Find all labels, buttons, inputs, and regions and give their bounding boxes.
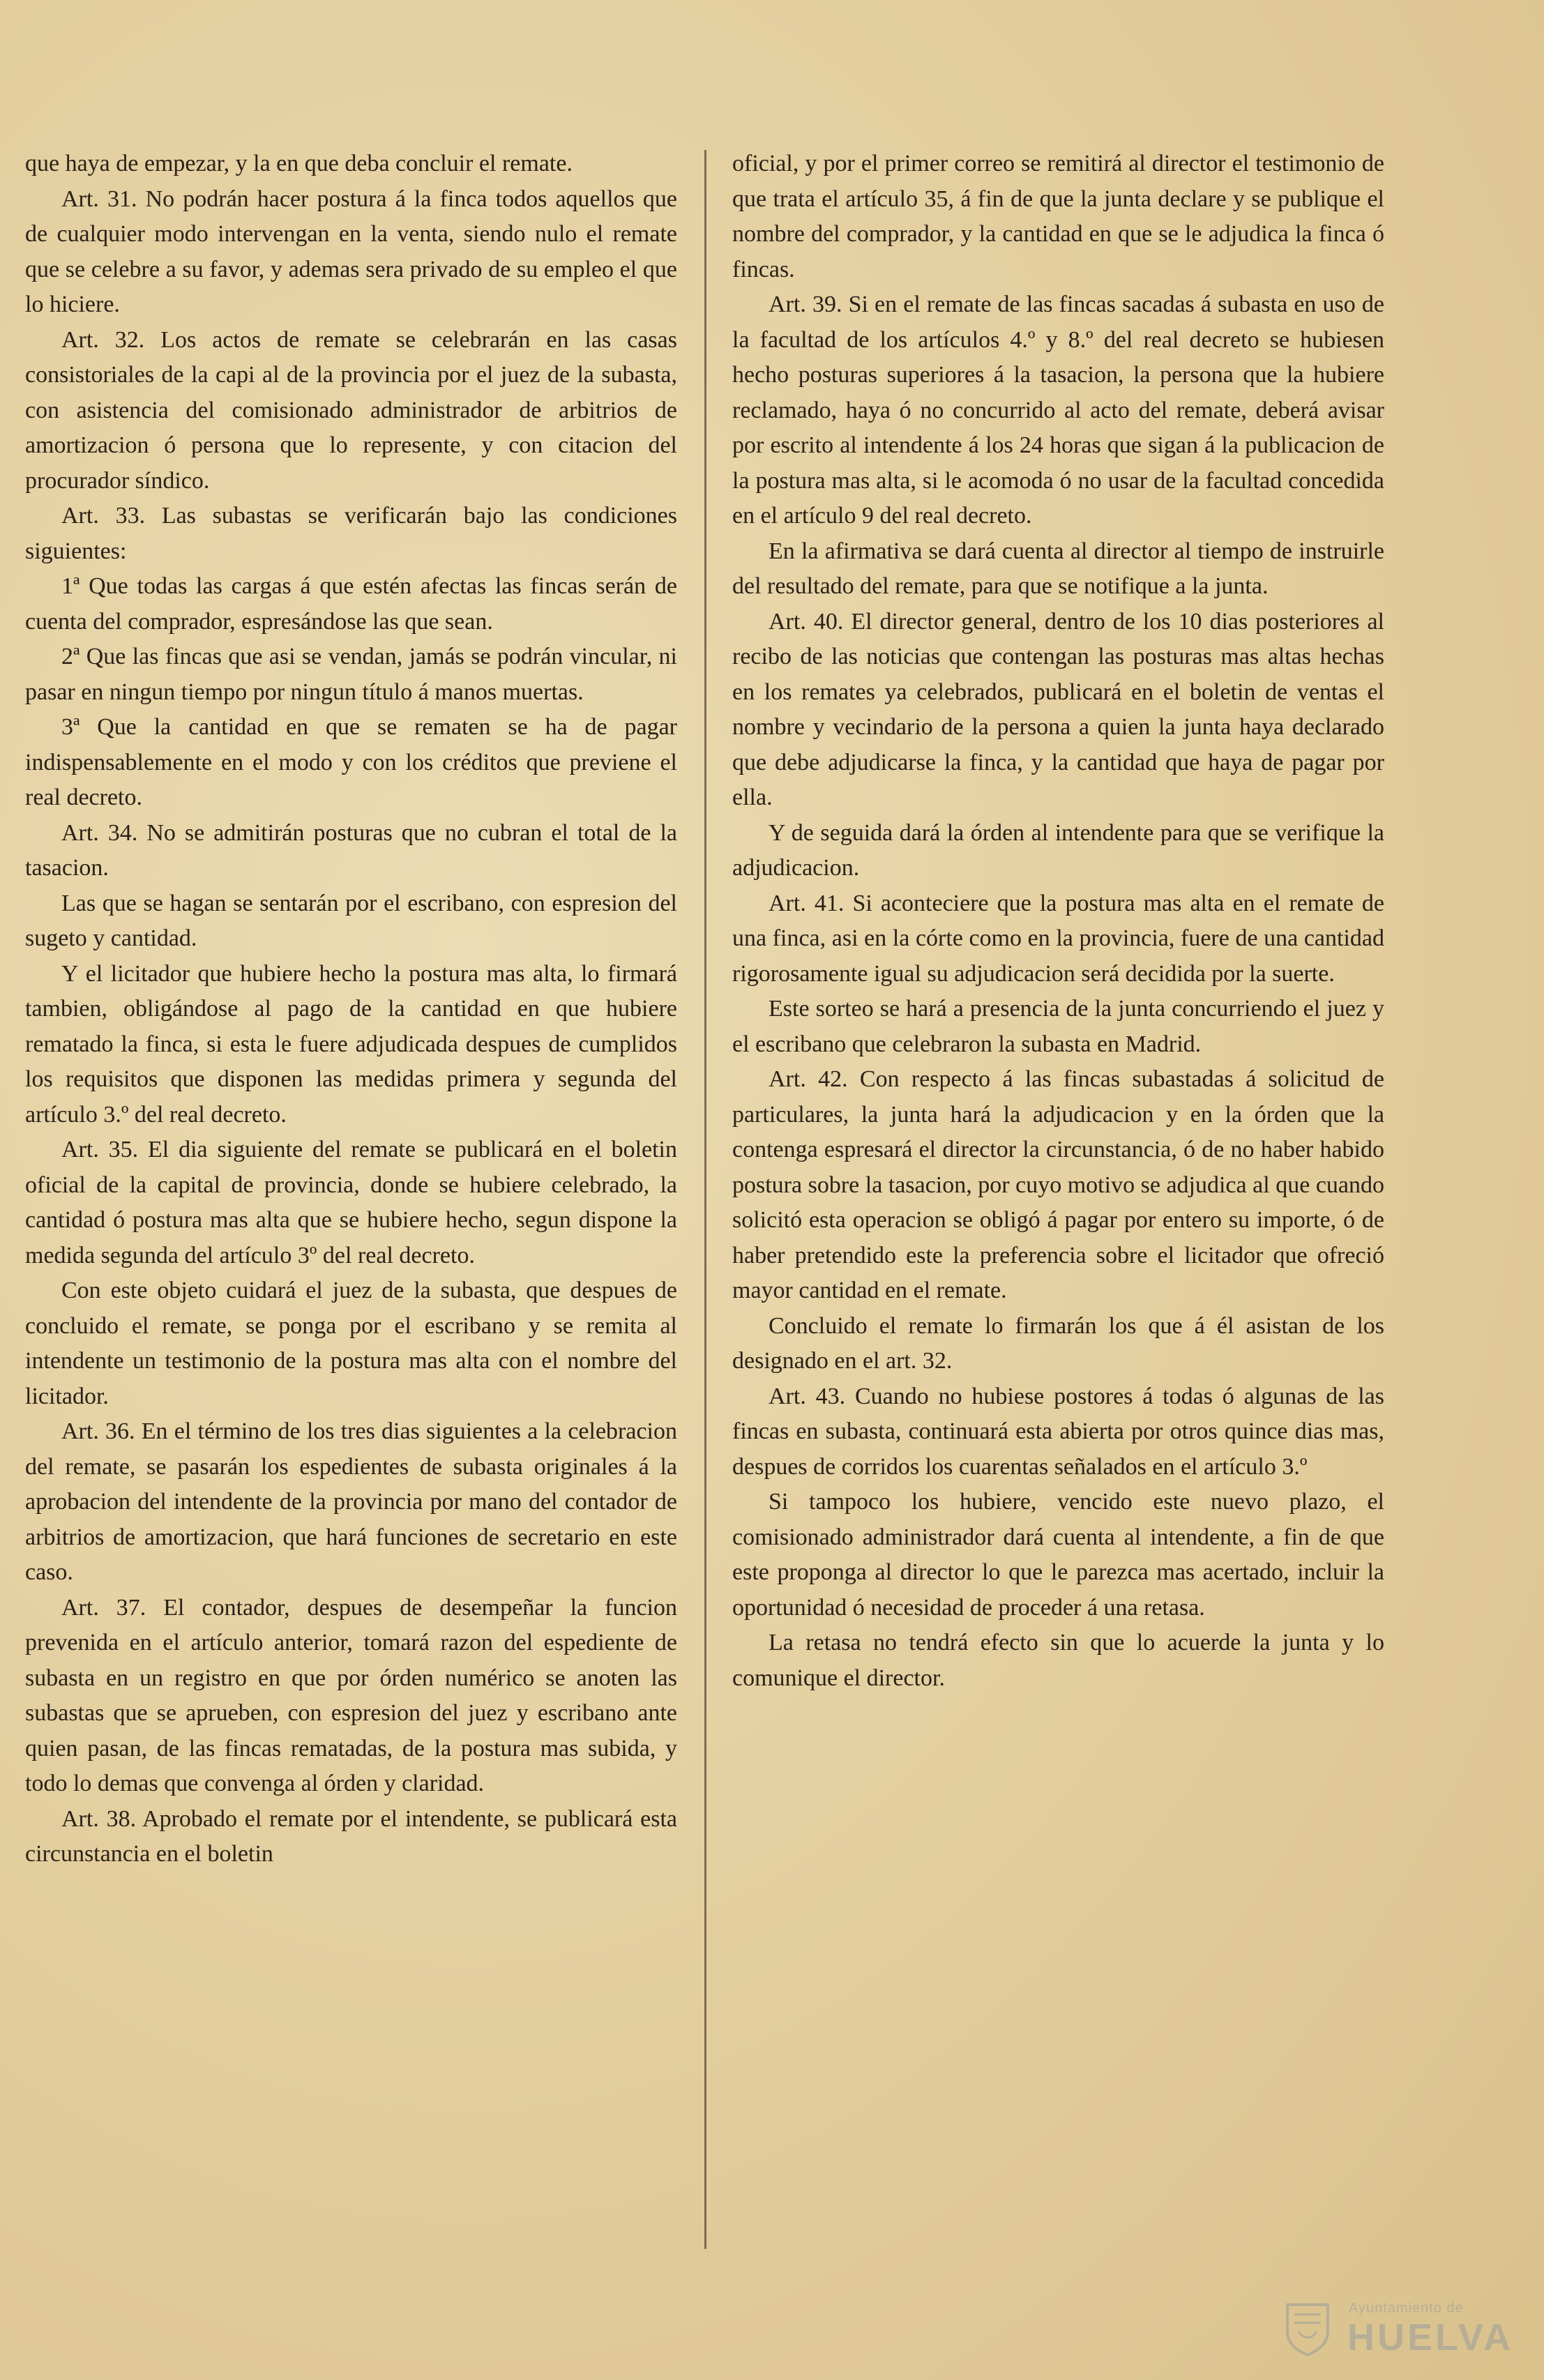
paragraph: Art. 42. Con respecto á las fincas subastadas á solicitud de particulares, la junta hará la adjudicacion y en la órden que la contenga espresará el director la circunstancia, ó de no haber habido postura sobre la tasacion, por cuyo motivo se adjudica al que cuando solicitó esta operacion se obligó á pagar por entero su importe, ó de haber pretendido este la preferencia sobre el licitador que ofreció mayor cantidad en el remate. — [732, 1066, 1384, 1303]
paragraph: Art. 32. Los actos de remate se celebrarán en las casas consistoriales de la capi al de la provincia por el juez de la subasta, con asistencia del comisionado administrador de arbitrios de amortizacion ó persona que lo represente, y con citacion del procurador síndico. — [25, 326, 677, 494]
paragraph: 3ª Que la cantidad en que se rematen se ha de pagar indispensablemente en el modo y con los créditos que previene el real decreto. — [25, 714, 677, 810]
paragraph: Art. 40. El director general, dentro de los 10 dias posteriores al recibo de las noticias que contengan las posturas mas altas hechas en los remates ya celebrados, publicará en el boletin de ventas el nombre y vecindario de la persona a quien la junta haya declarado que debe adjudicarse la finca, y la cantidad que haya de pagar por ella. — [732, 608, 1384, 810]
watermark-small-text: Ayuntamiento de — [1349, 2301, 1464, 2316]
paragraph: Con este objeto cuidará el juez de la subasta, que despues de concluido el remate, se ponga por el escribano y se remita al intendente un testimonio de la postura mas alta con el nombre del licitador. — [25, 1278, 677, 1409]
paragraph: En la afirmativa se dará cuenta al director al tiempo de instruirle del resultado del remate, para que se notifique a la junta. — [732, 538, 1384, 599]
left-column — [25, 146, 677, 1872]
paragraph: Art. 36. En el término de los tres dias siguientes a la celebracion del remate, se pasarán los espedientes de subasta originales á la aprobacion del intendente de la provincia por mano del contador de arbitrios de amortizacion, que hará funciones de secretario en este caso. — [25, 1418, 677, 1585]
paragraph: Art. 41. Si aconteciere que la postura mas alta en el remate de una finca, asi en la córte como en la provincia, fuere de una cantidad rigorosamente igual su adjudicacion será decidida por la suerte. — [732, 890, 1384, 987]
paragraph: oficial, y por el primer correo se remitirá al director el testimonio de que trata el artículo 35, á fin de que la junta declare y se publique el nombre del comprador, y la cantidad en que se le adjudica la finca ó fincas. — [732, 151, 1384, 282]
paragraph: Y de seguida dará la órden al intendente para que se verifique la adjudicacion. — [732, 819, 1384, 881]
paragraph: Art. 38. Aprobado el remate por el intendente, se publicará esta circunstancia en el boletin — [25, 1805, 677, 1867]
city-shield-icon — [1285, 2301, 1331, 2356]
watermark-big-text: HUELVA — [1347, 2317, 1513, 2358]
paragraph: Y el licitador que hubiere hecho la postura mas alta, lo firmará tambien, obligándose al pago de la cantidad en que hubiere rematado la finca, si esta le fuere adjudicada despues de cumplidos los requisitos que disponen las medidas primera y segunda del artículo 3.º del real decreto. — [25, 960, 677, 1128]
paragraph: Este sorteo se hará a presencia de la junta concurriendo el juez y el escribano que celebraron la subasta en Madrid. — [732, 996, 1384, 1057]
paragraph: Si tampoco los hubiere, vencido este nuevo plazo, el comisionado administrador dará cuenta al intendente, a fin de que este proponga al director lo que le parezca mas acertado, incluir la oportunidad ó necesidad de proceder á una retasa. — [732, 1489, 1384, 1621]
paragraph: Art. 34. No se admitirán posturas que no cubran el total de la tasacion. — [25, 819, 677, 881]
paragraph: Art. 39. Si en el remate de las fincas sacadas á subasta en uso de la facultad de los artículos 4.º y 8.º del real decreto se hubiesen hecho posturas superiores á la tasacion, la persona que la hubiere reclamado, haya ó no concurrido al acto del remate, deberá avisar por escrito al intendente á los 24 horas que sigan á la publicacion de la postura mas alta, si le acomoda ó no usar de la facultad concedida en el artículo 9 del real decreto. — [732, 291, 1384, 529]
paragraph: Concluido el remate lo firmarán los que á él asistan de los designado en el art. 32. — [732, 1312, 1384, 1374]
paragraph: Art. 43. Cuando no hubiese postores á todas ó algunas de las fincas en subasta, continuará esta abierta por otros quince dias mas, despues de corridos los cuarentas señalados en el artículo 3.º — [732, 1383, 1384, 1480]
paragraph: Art. 33. Las subastas se verificarán bajo las condiciones siguientes: — [25, 503, 677, 564]
right-column — [732, 146, 1384, 1696]
archive-watermark — [1285, 2296, 1513, 2360]
paragraph: 2ª Que las fincas que asi se vendan, jamás se podrán vincular, ni pasar en ningun tiempo por ningun título á manos muertas. — [25, 644, 677, 705]
paragraph: La retasa no tendrá efecto sin que lo acuerde la junta y lo comunique el director. — [732, 1630, 1384, 1691]
paragraph: que haya de empezar, y la en que deba concluir el remate. — [25, 151, 573, 176]
paragraph: 1ª Que todas las cargas á que estén afectas las fincas serán de cuenta del comprador, espresándose las que sean. — [25, 573, 677, 635]
column-divider — [704, 150, 706, 2249]
paragraph: Art. 35. El dia siguiente del remate se publicará en el boletin oficial de la capital de provincia, donde se hubiere celebrado, la cantidad ó postura mas alta que se hubiere hecho, segun dispone la medida segunda del artículo 3º del real decreto. — [25, 1137, 677, 1268]
paragraph: Art. 31. No podrán hacer postura á la finca todos aquellos que de cualquier modo intervengan en la venta, siendo nulo el remate que se celebre a su favor, y ademas sera privado de su empleo el que lo hiciere. — [25, 185, 677, 317]
paragraph: Art. 37. El contador, despues de desempeñar la funcion prevenida en el artículo anterior, tomará razon del espediente de subasta en un registro en que por órden numérico se anoten las subastas que se aprueben, con espresion del juez y escribano ante quien pasan, de las fincas rematadas, de la postura mas subida, y todo lo demas que convenga al órden y claridad. — [25, 1594, 677, 1796]
paragraph: Las que se hagan se sentarán por el escribano, con espresion del sugeto y cantidad. — [25, 890, 677, 951]
